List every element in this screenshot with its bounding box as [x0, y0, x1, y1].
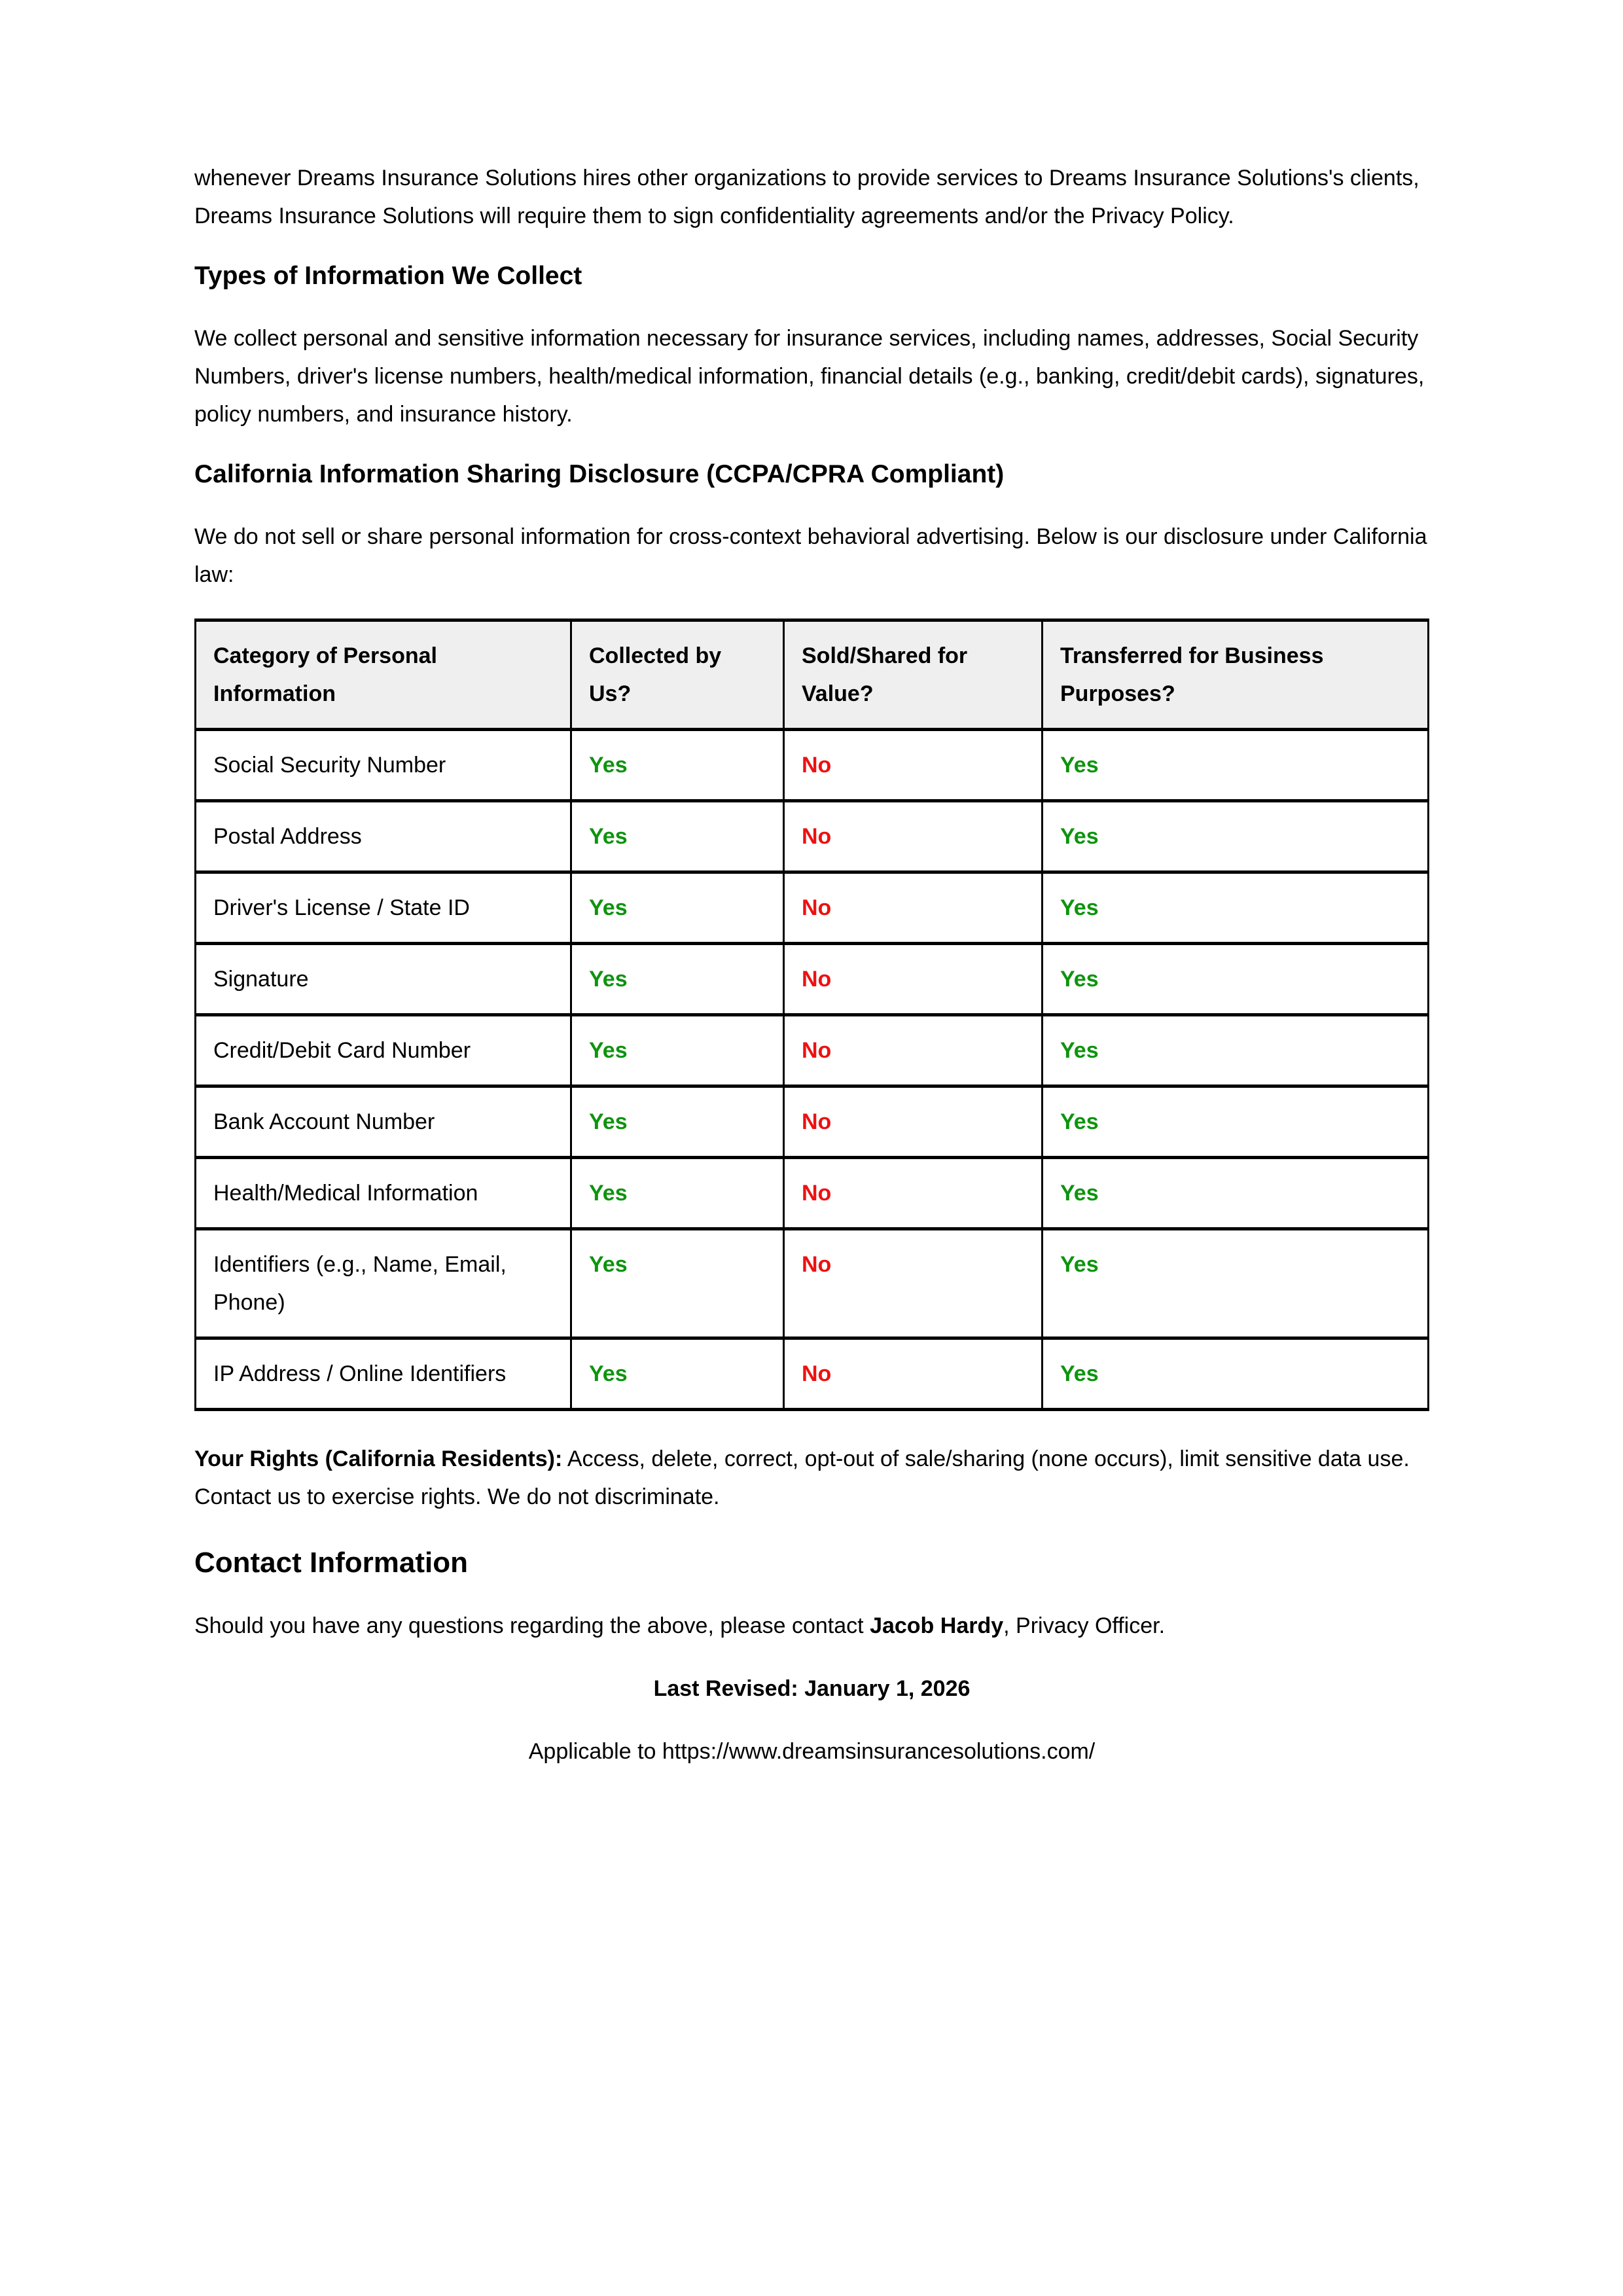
category-cell: Bank Account Number	[196, 1086, 571, 1158]
table-header-row	[196, 620, 1429, 730]
collected-cell: Yes	[571, 801, 784, 872]
transferred-cell: Yes	[1043, 1338, 1429, 1410]
transferred-cell: Yes	[1043, 944, 1429, 1015]
types-of-information-heading: Types of Information We Collect	[194, 262, 582, 290]
collected-cell: Yes	[571, 1158, 784, 1229]
transferred-cell: Yes	[1043, 1086, 1429, 1158]
privacy-officer-name: Jacob Hardy	[870, 1613, 1004, 1638]
category-cell: Social Security Number	[196, 730, 571, 801]
sold-cell: No	[784, 1338, 1043, 1410]
table-row	[196, 872, 1429, 944]
sold-cell: No	[784, 1229, 1043, 1338]
table-row	[196, 730, 1429, 801]
collected-cell: Yes	[571, 730, 784, 801]
contact-post-text: , Privacy Officer.	[1003, 1613, 1166, 1638]
table-row	[196, 944, 1429, 1015]
your-rights-text: Access, delete, correct, opt-out of sale/sharing (none occurs), limit sensitive data use. Contact us to exercise rights. We do not discriminate.	[194, 1446, 1410, 1509]
collected-cell: Yes	[571, 944, 784, 1015]
sold-cell: No	[784, 1015, 1043, 1086]
your-rights-label: Your Rights (California Residents):	[194, 1446, 563, 1471]
contact-information-heading: Contact Information	[194, 1547, 468, 1579]
sold-cell: No	[784, 1158, 1043, 1229]
transferred-cell: Yes	[1043, 1229, 1429, 1338]
transferred-cell: Yes	[1043, 1158, 1429, 1229]
table-row	[196, 1338, 1429, 1410]
contact-pre-text: Should you have any questions regarding the above, please contact	[194, 1613, 870, 1638]
transferred-cell: Yes	[1043, 801, 1429, 872]
types-of-information-paragraph: We collect personal and sensitive information necessary for insurance services, including names, addresses, Social Security Numbers, driver's license numbers, health/medical information, financial details (e.g., banking, credit/debit cards), signatures, policy numbers, and insurance history.	[194, 326, 1425, 427]
category-cell: Health/Medical Information	[196, 1158, 571, 1229]
header-collected: Collected by Us?	[571, 620, 784, 730]
sold-cell: No	[784, 944, 1043, 1015]
contact-paragraph	[194, 1607, 1429, 1645]
table-row	[196, 1086, 1429, 1158]
header-category: Category of Personal Information	[196, 620, 571, 730]
sold-cell: No	[784, 730, 1043, 801]
collected-cell: Yes	[571, 1086, 784, 1158]
collected-cell: Yes	[571, 1015, 784, 1086]
category-cell: Identifiers (e.g., Name, Email, Phone)	[196, 1229, 571, 1338]
table-row	[196, 801, 1429, 872]
california-disclosure-paragraph: We do not sell or share personal information for cross-context behavioral advertising. Below is our disclosure under California law:	[194, 524, 1427, 587]
header-transferred: Transferred for Business Purposes?	[1043, 620, 1429, 730]
your-rights-paragraph	[194, 1440, 1429, 1516]
category-cell: Postal Address	[196, 801, 571, 872]
transferred-cell: Yes	[1043, 730, 1429, 801]
collected-cell: Yes	[571, 1229, 784, 1338]
last-revised-line: Last Revised: January 1, 2026	[653, 1676, 971, 1701]
transferred-cell: Yes	[1043, 1015, 1429, 1086]
table-row	[196, 1158, 1429, 1229]
category-cell: Signature	[196, 944, 571, 1015]
table-row	[196, 1015, 1429, 1086]
collected-cell: Yes	[571, 872, 784, 944]
category-cell: Driver's License / State ID	[196, 872, 571, 944]
header-sold: Sold/Shared for Value?	[784, 620, 1043, 730]
california-disclosure-heading: California Information Sharing Disclosure (CCPA/CPRA Compliant)	[194, 460, 1005, 488]
collected-cell: Yes	[571, 1338, 784, 1410]
applicable-to-line: Applicable to https://www.dreamsinsurancesolutions.com/	[528, 1739, 1096, 1764]
ccpa-disclosure-table	[194, 619, 1429, 1411]
category-cell: IP Address / Online Identifiers	[196, 1338, 571, 1410]
sold-cell: No	[784, 872, 1043, 944]
sold-cell: No	[784, 1086, 1043, 1158]
sold-cell: No	[784, 801, 1043, 872]
category-cell: Credit/Debit Card Number	[196, 1015, 571, 1086]
table-row	[196, 1229, 1429, 1338]
transferred-cell: Yes	[1043, 872, 1429, 944]
intro-paragraph: whenever Dreams Insurance Solutions hires other organizations to provide services to Dreams Insurance Solutions's clients, Dreams Insurance Solutions will require them to sign confidentiality agreements and/or the Privacy Policy.	[194, 166, 1419, 228]
